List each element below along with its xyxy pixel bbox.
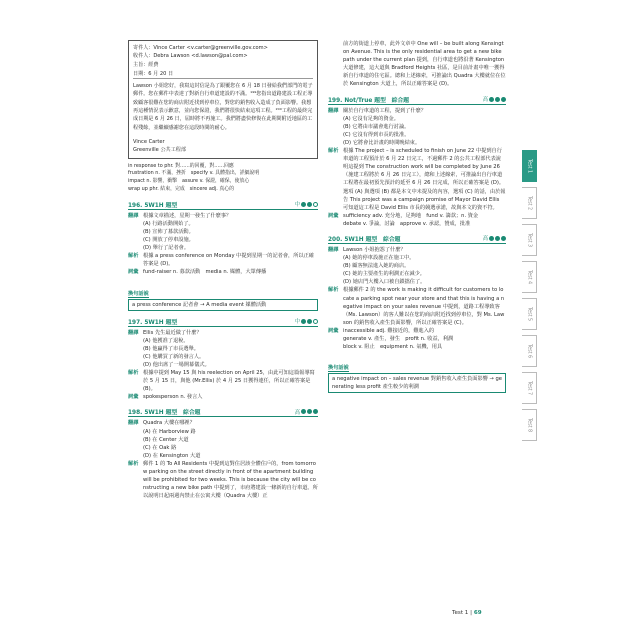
- difficulty: [295, 200, 318, 208]
- question-header: [328, 234, 506, 244]
- email-subject: 主旨：經費: [133, 61, 159, 68]
- label-translation: 翻譯: [128, 420, 139, 427]
- tab-test-3[interactable]: Test 3: [522, 224, 537, 256]
- difficulty-dot-icon: [301, 202, 306, 207]
- email-date: 日期：6 月 20 日: [133, 70, 313, 79]
- difficulty-dot-icon: [489, 236, 494, 241]
- right-column: [328, 40, 506, 393]
- vocab: fund-raiser n. 募款活動 media n. 媒體，大眾傳播: [143, 269, 267, 276]
- translation: Quadra 大樓在哪裡？ (A) 在 Harborview 路 (B) 在 Center 大道 (C) 在 Oak 路 (D) 在 Kensington 大道: [143, 420, 201, 459]
- difficulty-dot-icon: [501, 236, 506, 241]
- label-vocab: 詞彙: [328, 212, 339, 219]
- test-tabs: [522, 150, 542, 446]
- question-header: [128, 200, 318, 210]
- tab-test-8[interactable]: Test 8: [522, 409, 537, 441]
- difficulty: [295, 317, 318, 325]
- difficulty-label: 高: [482, 97, 488, 104]
- vocab: spokesperson n. 發言人: [143, 394, 203, 401]
- question-header: [128, 317, 318, 327]
- email-box: [128, 40, 318, 159]
- translation: Ellis 先生最近做了什麼？ (A) 他獲准了退稅。 (B) 他贏得了市長選舉。 (C) 他購買了新的發言人。 (D) 他出席了一場開幕儀式。: [143, 329, 210, 368]
- explanation: 根據郵件 2 的 the work is making it difficult for customers to locate a parking spot near your store and that this is having a negative impact on your sales revenue 中提到，道路工程導致客（Ms. Lawson）的客人難以在您的商店附近找到停車位，對 Ms. Lawson 的銷售收入產生負面影響，所以正確答案是 (C)。: [343, 287, 505, 326]
- tab-test-4[interactable]: Test 4: [522, 261, 537, 293]
- difficulty-dot-icon: [313, 202, 318, 207]
- label-vocab: 詞彙: [128, 269, 139, 276]
- difficulty-dot-icon: [307, 202, 312, 207]
- page-number: 69: [473, 610, 482, 616]
- vocab: sufficiency adv. 充分地，足夠地 fund v. 籌款；n. 資金 debate v. 爭論，討論 approve v. 承認，贊成，批准: [343, 212, 479, 227]
- paraphrase-heading: 換句話說: [128, 290, 149, 297]
- footer-test-label: Test 1: [452, 610, 469, 616]
- tab-test-2[interactable]: Test 2: [522, 187, 537, 219]
- question-198: [128, 407, 318, 500]
- paraphrase-text: a press conference 記者會 → A media event 媒體活動: [128, 299, 318, 311]
- paraphrase-box: [128, 280, 318, 311]
- label-translation: 翻譯: [128, 212, 139, 219]
- difficulty: [483, 234, 506, 242]
- difficulty-dot-icon: [495, 97, 500, 102]
- vocab-text: in response to phr. 對……的回覆，對……回應 frustration n. 不滿，挫折 specify v. 具體指出，詳細說明 impact n. 影響，衝擊 assure v. 保證，確保，使放心 wrap up phr. 結束，完成 sincere adj. 真心的: [128, 162, 260, 192]
- label-vocab: 詞彙: [128, 394, 139, 401]
- label-explanation: 解析: [128, 253, 139, 260]
- question-197: [128, 317, 318, 402]
- paraphrase-heading: 換句話說: [328, 365, 349, 372]
- difficulty-label: 高: [482, 236, 488, 243]
- paraphrase-box: [328, 354, 506, 393]
- translation: 關於自行車道的工程，提到了什麼？ (A) 它沒有足夠的資金。 (B) 它將由市議會進行討論。 (C) 它沒有得到市長的批准。 (D) 它將會比計畫的時間晚結束。: [343, 107, 427, 146]
- explanation-continued: 前方的街道上停車，此外文章中 One will – be built along Kensington Avenue. This is the only residential area to get a new bike path under the current plan 提到，自行車道也將沿著 Kensington 大道修建，這大道與 Bradford Heights 社區，是目前計畫中唯一獲得新自行車道的住宅區。總和上述線索，可推論出 Quadra 大樓就位在位於 Kensington 大道上，所以正確答案是 (D)。: [343, 41, 506, 88]
- paraphrase-text: a negative impact on – sales revenue 對銷售收入產生負面影響 → generating less profit 產生較少的利潤: [328, 373, 506, 393]
- tab-test-5[interactable]: Test 5: [522, 298, 537, 330]
- difficulty-dot-icon: [501, 97, 506, 102]
- label-vocab: 詞彙: [328, 327, 339, 334]
- difficulty-dot-icon: [495, 236, 500, 241]
- question-number: 199. Not/True 題型 綜合題: [328, 97, 410, 104]
- question-199: [328, 95, 506, 228]
- page-footer: [452, 610, 482, 616]
- tab-test-7[interactable]: Test 7: [522, 372, 537, 404]
- email-body: Lawson 小姐您好，我寫這封信是為了跟覆您在 6 月 18 日發給我們部門的電子郵件。您在郵件中表達了對新自行車道建設的不滿。¹⁹⁹您指出道路建設工程正導致顧客很難在您的商店附近找到停車位，對您的銷售收入造成了負面影響。我想再這種情況表示歉意，並向您保證，我們將很快結束這項工程。²⁰⁰工程的最終完成日期是 6 月 26 日，屆時將不再施工。我們將盡快修復在此期間附近地區的工程殘餘，並繼續感謝您在這段時間的耐心。: [133, 83, 313, 131]
- translation: Lawson 小姐抱怨了什麼？ (A) 她的停車設施正在施工中。 (B) 顧客無法進入她的商店。 (C) 她的主要產生的利潤正在減少。 (D) 她店門大樓入口被自鎖擋住了。: [343, 246, 426, 286]
- question-number: 197. 5W1H 題型: [128, 319, 178, 326]
- explanation: 根據 The project – is scheduled to finish on June 22 中提到自行車道的工程預計於 6 月 22 日完工，不過郵件 2 的公共工程部代表說明這提到 The construction work will be completed by June 26（施建工程將於 6 月 26 日完工），總和上述線索，可推論出自行車道工程將在最初預先預計的延至 6 月 26 日完成，所以正確答案是 (D)。選項 (A) 與選項 (B) 都是本文中未提及的內容，選項 (C) 的話，由於報告 This project was a campaign promise of Mayor David Ellis 可知道這工程是 David Ellis 市長的競選承諾，故與本文的資不符。: [343, 148, 506, 211]
- vocab-block: [128, 163, 318, 194]
- label-explanation: 解析: [328, 148, 339, 155]
- label-translation: 翻譯: [328, 107, 339, 114]
- difficulty-label: 中: [294, 319, 300, 326]
- question-196: [128, 200, 318, 311]
- difficulty-dot-icon: [307, 409, 312, 414]
- question-number: 200. 5W1H 題型 綜合題: [328, 236, 401, 243]
- email-to: 收件人：Debra Lawson <d.lawson@pal.com>: [133, 53, 248, 60]
- email-signature: Vince Carter Greenville 公共工程部: [133, 138, 186, 154]
- difficulty-dot-icon: [313, 409, 318, 414]
- question-header: [328, 95, 506, 105]
- label-translation: 翻譯: [328, 246, 339, 253]
- tab-test-6[interactable]: Test 6: [522, 335, 537, 367]
- difficulty-dot-icon: [301, 409, 306, 414]
- difficulty-label: 中: [294, 202, 300, 209]
- difficulty: [295, 408, 318, 416]
- difficulty-dot-icon: [301, 319, 306, 324]
- tab-test-1[interactable]: Test 1: [522, 150, 537, 182]
- difficulty-label: 高: [294, 409, 300, 416]
- difficulty-dot-icon: [489, 97, 494, 102]
- vocab: inaccessible adj. 難接近的，難進入的 generate v. 產生，發生 profit n. 收益，利潤 block v. 阻止 equipment n. 氣機，用具: [343, 327, 454, 351]
- difficulty-dot-icon: [313, 319, 318, 324]
- translation: 根據文章描述，星期一發生了什麼事？ (A) 行路活動開始了。 (B) 宣佈了募款活動。 (C) 開放了停車設施。 (D) 舉行了記者會。: [143, 212, 232, 252]
- explanation: 郵件 1 的 To All Residents 中提到這對住居該全體住戶的，from tomorrow parking on the street directly in front of the apartment building will be prohibited for two weeks. This is because the city will be constructing a new bike path 中提到了，市府將建設一條新的自行車道。所以說明日起兩週內禁止在公寓大樓（Quadra 大樓）正: [143, 460, 318, 500]
- left-column: [128, 40, 318, 500]
- label-explanation: 解析: [328, 287, 339, 294]
- label-explanation: 解析: [128, 460, 139, 467]
- question-number: 196. 5W1H 題型: [128, 202, 178, 209]
- question-200: [328, 234, 506, 393]
- label-translation: 翻譯: [128, 329, 139, 336]
- explanation: 根據中提到 May 15 與 his reelection on April 25，由此可知這篇報導寫於 5 月 15 日，與他 (Mr.Ellis) 於 4 月 25 日獲得連任，所以正確答案是 (B)。: [143, 370, 315, 393]
- question-number: 198. 5W1H 題型 綜合題: [128, 410, 201, 417]
- label-explanation: 解析: [128, 370, 139, 377]
- question-header: [128, 407, 318, 417]
- explanation: 根據 a press conference on Monday 中提到星期一的記者會，所以正確答案是 (D)。: [143, 253, 314, 268]
- difficulty-dot-icon: [307, 319, 312, 324]
- difficulty: [483, 95, 506, 103]
- footer-separator: |: [470, 610, 474, 616]
- email-from: 寄件人：Vince Carter <v.carter@greenville.gov.com>: [133, 45, 268, 51]
